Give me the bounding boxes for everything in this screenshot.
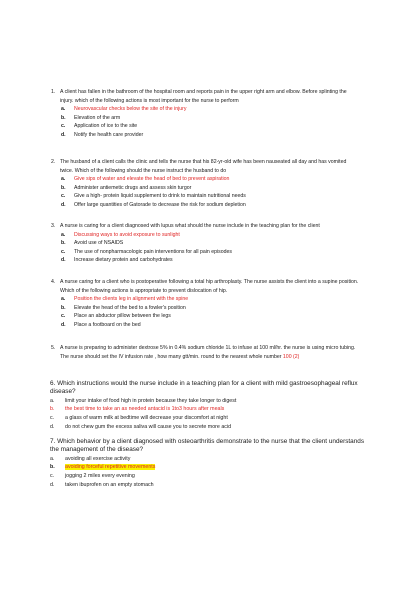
option-letter: a. bbox=[50, 455, 55, 462]
option-text: Administer antiemetic drugs and assess skin turgor bbox=[74, 184, 192, 191]
option-letter: d. bbox=[61, 201, 66, 208]
option-b bbox=[60, 304, 360, 313]
option-letter: a. bbox=[61, 296, 66, 303]
option-text: Application of ice to the site bbox=[74, 123, 138, 130]
option-text: The use of nonpharmacologic pain interventions for all pain episodes bbox=[74, 248, 233, 255]
option-text-answer: Discussing ways to avoid exposure to sunlight bbox=[74, 231, 180, 238]
question-6 bbox=[50, 380, 370, 431]
option-letter: d. bbox=[61, 257, 66, 264]
option-d bbox=[60, 201, 360, 210]
option-c bbox=[60, 312, 360, 321]
option-letter: a. bbox=[61, 106, 66, 113]
question-5 bbox=[51, 344, 360, 361]
question-stem: 6. Which instructions would the nurse include in a teaching plan for a client with mild gastroesophageal reflux disease? bbox=[50, 380, 358, 396]
option-text: Notify the health care provider bbox=[74, 131, 144, 138]
option-letter: d. bbox=[61, 131, 66, 138]
question-stem: 7. Which behavior by a client diagnosed with osteoarthritis demonstrate to the nurse that the client understands the management of the disease? bbox=[50, 438, 365, 454]
option-text: do not chew gum the excess saliva will cause you to secrete more acid bbox=[65, 423, 232, 430]
question-stem: A nurse is caring for a client diagnosed with lupus what should the nurse include in the teaching plan for the client bbox=[60, 223, 320, 229]
question-stem: A nurse is preparing to administer dextrose 5% in 0.4% sodium chloride 1L to infuse at 100 ml/hr. the nurse is using micro tubing. The nurse should set the IV infusion rate , how many gtt/min. round to the nearest whole number bbox=[60, 345, 356, 360]
question-3 bbox=[51, 222, 360, 265]
option-d bbox=[60, 321, 360, 330]
question-stem: The husband of a client calls the clinic and tells the nurse that his 82-yr-old wife has been nauseated all day and has vomited twice. Which of the following should the nurse instruct the husband to do bbox=[60, 159, 347, 174]
option-text: taken ibuprofen on an empty stomach bbox=[65, 481, 154, 488]
answer-text: 100 (2) bbox=[282, 353, 300, 360]
option-letter: b. bbox=[50, 406, 55, 413]
option-d bbox=[60, 256, 360, 265]
question-7 bbox=[50, 438, 370, 489]
option-letter: a. bbox=[61, 176, 66, 183]
option-a bbox=[60, 231, 360, 240]
option-text: jogging 2 miles every evening bbox=[65, 473, 135, 479]
option-text: limit your intake of food high in protein because they take longer to digest bbox=[65, 397, 237, 404]
option-text: Increase dietary protein and carbohydrates bbox=[74, 257, 173, 264]
option-letter: a. bbox=[61, 231, 66, 238]
option-d bbox=[60, 131, 360, 140]
option-letter: b. bbox=[61, 114, 66, 121]
option-c bbox=[50, 414, 370, 423]
question-2 bbox=[51, 158, 360, 210]
option-letter: c. bbox=[61, 193, 66, 200]
option-a bbox=[60, 105, 360, 114]
option-text-answer: Neurovascular checks below the site of the injury bbox=[74, 106, 187, 113]
option-text: Place an abductor pillow between the legs bbox=[74, 313, 171, 320]
option-text-answer: the best time to take an as needed antacid is 1to3 hours after meals bbox=[65, 406, 225, 413]
option-text: Elevation of the arm bbox=[74, 114, 121, 121]
option-b bbox=[60, 239, 360, 248]
option-b bbox=[50, 405, 370, 414]
option-letter: c. bbox=[50, 415, 55, 421]
option-letter: b. bbox=[61, 184, 66, 191]
option-c bbox=[60, 192, 360, 201]
option-text: Place a footboard on the bed bbox=[74, 321, 141, 328]
question-number: 3. bbox=[51, 223, 56, 229]
option-letter: c. bbox=[50, 473, 55, 479]
option-c bbox=[50, 472, 370, 481]
option-letter: d. bbox=[50, 481, 55, 488]
question-stem: A client has fallen in the bathroom of the hospital room and reports pain in the upper right arm and elbow. Before splinting the injury. which of the following actions is most important for the nurse to perform bbox=[60, 89, 347, 104]
option-text: Offer large quantities of Gatorade to decrease the risk for sodium depletion bbox=[74, 201, 246, 208]
option-c bbox=[60, 122, 360, 131]
option-b bbox=[60, 114, 360, 123]
option-d bbox=[50, 481, 370, 490]
option-letter: c. bbox=[61, 313, 66, 320]
option-text-answer: Give sips of water and elevate the head of bed to prevent aspiration bbox=[74, 176, 230, 183]
option-c bbox=[60, 248, 360, 257]
option-text: Avoid use of NSAIDS bbox=[74, 240, 124, 247]
option-text: avoiding all exercise activity bbox=[65, 455, 131, 462]
option-a bbox=[60, 295, 360, 304]
option-a bbox=[50, 397, 370, 406]
option-letter: b. bbox=[50, 464, 55, 471]
question-1 bbox=[51, 88, 360, 140]
option-letter: d. bbox=[61, 321, 66, 328]
option-text: a glass of warm milk at bedtime will decrease your discomfort at night bbox=[65, 415, 228, 421]
option-letter: c. bbox=[61, 248, 66, 255]
option-text-answer: Position the clients leg in alignment with the spine bbox=[74, 296, 189, 303]
question-number: 1. bbox=[51, 89, 56, 95]
question-number: 5. bbox=[51, 345, 56, 351]
option-text: Elevate the head of the bed to a fowler's position bbox=[74, 304, 186, 311]
option-b bbox=[50, 463, 370, 472]
option-letter: a. bbox=[50, 397, 55, 404]
option-letter: b. bbox=[61, 304, 66, 311]
option-letter: b. bbox=[61, 240, 66, 247]
option-text: Give a high- protein liquid supplement to drink to maintain nutritional needs bbox=[74, 193, 246, 200]
question-4 bbox=[51, 278, 360, 330]
option-d bbox=[50, 423, 370, 432]
option-letter: c. bbox=[61, 123, 66, 130]
option-text-answer-highlighted: avoiding forceful repetitive movements bbox=[65, 464, 156, 471]
option-letter: d. bbox=[50, 423, 55, 430]
option-a bbox=[50, 455, 370, 464]
question-stem: A nurse caring for a client who is postoperative following a total hip arthroplasty. The nurse assists the client into a supine position. Which of the following actions is appropriate to prevent dislocation of hip. bbox=[60, 279, 359, 294]
question-number: 2. bbox=[51, 159, 56, 165]
question-number: 4. bbox=[51, 279, 56, 285]
option-a bbox=[60, 175, 360, 184]
option-b bbox=[60, 184, 360, 193]
